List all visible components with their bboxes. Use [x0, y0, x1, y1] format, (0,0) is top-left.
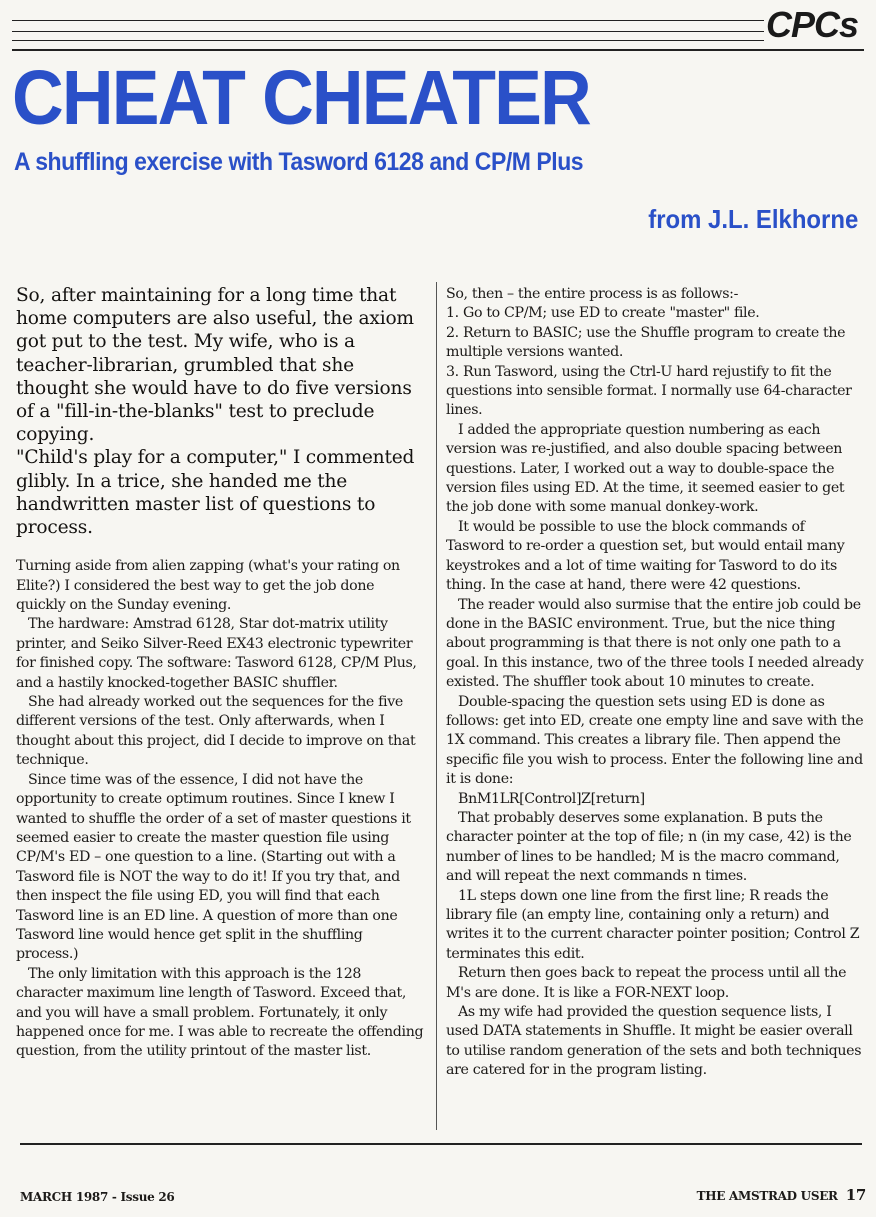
header-rules	[12, 18, 764, 52]
body-paragraph: The reader would also surmise that the entire job could be done in the BASIC environment. True, but the nice thing about programming is that there is not only one path to a goal. In this instance, two of the three tools I needed already existed. The shuffler took about 10 minutes to create.	[446, 596, 864, 691]
body-paragraph: Return then goes back to repeat the process until all the M's are done. It is like a FOR-NEXT loop.	[446, 965, 847, 1001]
ed-command-line: BnM1LR[Control]Z[return]	[458, 790, 645, 807]
body-paragraph: That probably deserves some explanation. B puts the character pointer at the top of file; n (in my case, 42) is the number of lines to be handled; M is the macro command, and will repeat the next commands n times.	[446, 809, 852, 885]
section-tag: CPCs	[765, 4, 858, 45]
article-title: CHEAT CHEATER	[12, 55, 590, 141]
right-column	[446, 285, 866, 1081]
lede	[16, 284, 426, 539]
body-paragraph: The hardware: Amstrad 6128, Star dot-matrix utility printer, and Seiko Silver-Reed EX43 electronic typewriter for finished copy. The software: Tasword 6128, CP/M Plus, and a hastily knocked-together BASIC shuffler.	[16, 616, 417, 691]
body-paragraph: As my wife had provided the question sequence lists, I used DATA statements in Shuffle. It might be easier overall to utilise random generation of the sets and both techniques are catered for in the program listing.	[446, 1004, 862, 1079]
section-underline	[764, 49, 864, 51]
article-subtitle: A shuffling exercise with Tasword 6128 and CP/M Plus	[14, 148, 584, 176]
process-step: 2. Return to BASIC; use the Shuffle program to create the multiple versions wanted.	[446, 324, 846, 361]
header-rule	[12, 20, 764, 21]
process-intro: So, then – the entire process is as follows:-	[446, 286, 739, 302]
publication-name: THE AMSTRAD USER	[696, 1189, 838, 1203]
header-rule	[12, 49, 764, 51]
body-paragraph: Double-spacing the question sets using ED is done as follows: get into ED, create one empty line and save with the 1X command. This creates a library file. Then append the specific file you wish to process. Enter the following line and it is done:	[446, 693, 864, 788]
column-divider	[436, 282, 437, 1130]
footer-issue: MARCH 1987 - Issue 26	[20, 1190, 175, 1204]
body-text-right	[446, 285, 866, 1081]
lede-paragraph: So, after maintaining for a long time that home computers are also useful, the axiom got put to the test. My wife, who is a teacher-librarian, grumbled that she thought she would have to do five versions of a "fill-in-the-blanks" test to preclude copying.	[16, 285, 414, 446]
body-paragraph: 1L steps down one line from the first line; R reads the library file (an empty line, containing only a return) and writes it to the current character pointer position; Control Z terminates this edit.	[446, 887, 860, 962]
body-paragraph: She had already worked out the sequences for the five different versions of the test. Only afterwards, when I thought about this project, did I decide to improve on that technique.	[16, 694, 416, 769]
body-paragraph: Since time was of the essence, I did not have the opportunity to create optimum routines. Since I knew I wanted to shuffle the order of a set of master questions it seemed easier to create the master question file using CP/M's ED – one question to a line. (Starting out with a Tasword file is NOT the way to do it! If you try that, and then inspect the file using ED, you will find that each Tasword line is an ED line. A question of more than one Tasword line would hence get split in the shuffling process.)	[16, 771, 411, 963]
article-byline: from J.L. Elkhorne	[647, 204, 858, 234]
process-step: 3. Run Tasword, using the Ctrl-U hard rejustify to fit the questions into sensible format. I normally use 64-character lines.	[446, 363, 852, 419]
left-column	[16, 284, 426, 1062]
header-rule	[12, 31, 764, 32]
process-step: 1. Go to CP/M; use ED to create "master" file.	[446, 305, 760, 322]
body-paragraph: Turning aside from alien zapping (what's your rating on Elite?) I considered the best way to get the job done quickly on the Sunday evening.	[16, 558, 400, 614]
body-text-left	[16, 557, 426, 1062]
page-number: 17	[845, 1186, 866, 1204]
bottom-rule	[20, 1143, 862, 1145]
body-paragraph: The only limitation with this approach is the 128 character maximum line length of Tasword. Exceed that, and you will have a small problem. Fortunately, it only happened once for me. I was able to recreate the offending question, from the utility printout of the master list.	[16, 965, 424, 1060]
footer-publication	[697, 1186, 866, 1204]
body-paragraph: I added the appropriate question numbering as each version was re-justified, and also double spacing between questions. Later, I worked out a way to double-space the version files using ED. At the time, it seemed easier to get the job done with some manual donkey-work.	[446, 421, 845, 516]
lede-paragraph: "Child's play for a computer," I commented glibly. In a trice, she handed me the handwritten master list of questions to process.	[16, 447, 415, 539]
header-rule	[12, 40, 764, 41]
body-paragraph: It would be possible to use the block commands of Tasword to re-order a question set, but would entail many keystrokes and a lot of time waiting for Tasword to do its thing. In the case at hand, there were 42 questions.	[446, 518, 845, 594]
